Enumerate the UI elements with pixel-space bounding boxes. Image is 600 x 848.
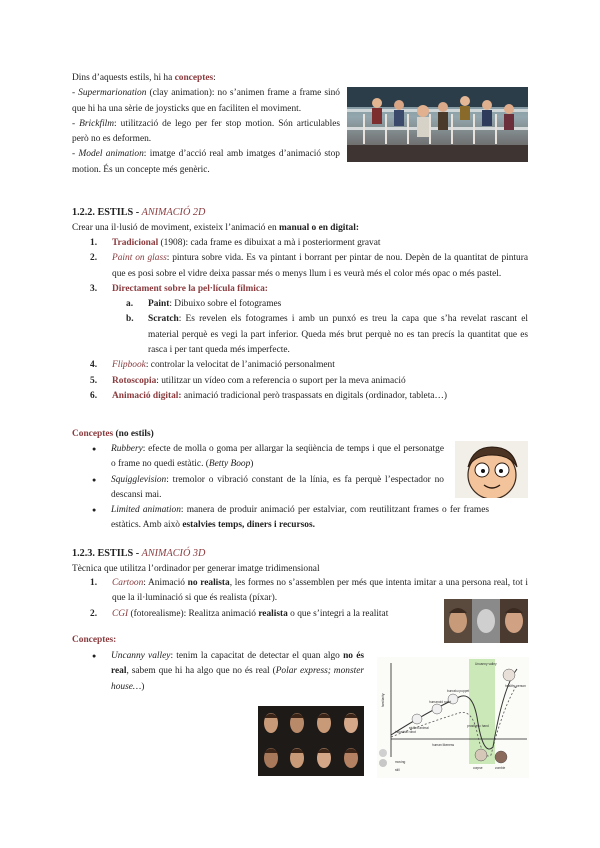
list-item: ● Limited animation: manera de produir animació per estalviar, com reutilitzant frames o fer frames estàtics. Amb això estalvies temps, diners i recursos. [91, 503, 489, 534]
list-item: 6. Animació digital: animació tradicional però traspassats en digitals (ordinador, tableta…) [90, 390, 447, 401]
list-item: 4. Flipbook: controlar la velocitat de l’animació personalment [90, 360, 335, 371]
intro-item: - Model animation: imatge d’acció real amb imatges d’animació stop motion. És un concepte més genèric. [72, 149, 340, 175]
list-2d-styles [90, 236, 528, 404]
concepts-3d-list [91, 649, 364, 695]
cgi-heads-grid [258, 706, 364, 776]
chart-label: healthy person [505, 684, 526, 688]
supermarionation-photo [347, 87, 528, 162]
chart-label: zombie [495, 766, 506, 770]
sub-list-item: b. Scratch: Es revelen els fotogrames i amb un punxó es treu la capa que s’ha revelat rascant el material perquè es vegi la part inferior. Queda més brut perquè no es tan precís la quantitat que es rasca i per tant queda més imperfecte. [126, 314, 528, 356]
chart-label: moving [395, 760, 406, 764]
section-heading-3d: 1.2.3. ESTILS - ANIMACIÓ 3D [72, 548, 206, 559]
list-item: ● Uncanny valley: tenim la capacitat de detectar el quan algo no és real, sabem que hi ha algo que no és real (Polar express; monster house…) [91, 649, 364, 695]
chart-label: humanoid robot [429, 700, 452, 704]
concepts-2d-heading: Conceptes (no estils) [72, 429, 154, 439]
intro-item: - Supermarionation (clay animation): no s’animen frame a frame sinó que hi ha una sèrie de joysticks que en faciliten el moviment. [72, 88, 340, 114]
chart-label: bunraku puppet [447, 689, 470, 693]
chart-x-label: human likeness [432, 743, 455, 747]
chart-y-label: familiarity [381, 693, 385, 707]
list-item: ● Rubbery: efecte de molla o goma per allargar la seqüència de temps i que el personatge o frame no quedi estàtic. (Betty Boop) [91, 442, 444, 473]
chart-label: Uncanny valley [475, 662, 497, 666]
chart-label: industrial robot [395, 730, 416, 734]
list-item: 3. Directament sobre la pel·lícula fílmica: a. Paint: Dibuixo sobre el fotogrames b. Scratch: Es revelen els fotogrames i amb un punxó es treu la capa que s’ha revelat rascant el material perquè es vegi la part inferior. Queda més brut perquè no es tan precís la quantitat que es rasca i per tant queda més imperfecte. [90, 282, 528, 358]
intro-item: - Brickfilm: utilització de lego per fer stop motion. Són articulables però no es deformen. [72, 118, 341, 145]
intro-line: Dins d’aquests estils, hi ha conceptes: [72, 73, 216, 83]
squigglevision-character [455, 441, 528, 498]
chart-label: still [395, 768, 400, 772]
section-2d-lead: Crear una il·lusió de moviment, existeix l’animació en manual o en digital: [72, 223, 359, 233]
list-item: 2. CGI (fotorealisme): Realitza animació realista o que s’integri a la realitat [90, 608, 389, 619]
chart-label: corpse [473, 766, 483, 770]
sub-list-item: a. Paint: Dibuixo sobre el fotogrames [126, 299, 282, 310]
chart-label: stuffed animal [409, 726, 429, 730]
list-item: ● Squigglevision: tremolor o vibració constant de la línia, es fa perquè l’espectador no descansi mai. [91, 473, 444, 504]
concepts-3d-heading: Conceptes: [72, 635, 117, 645]
list-item: 5. Rotoscopia: utilitzar un vídeo com a referencia o suport per la meva animació [90, 375, 406, 386]
concepts-2d-list [91, 442, 444, 503]
uncanny-valley-diagram [377, 657, 529, 778]
list-item: 2. Paint on glass: pintura sobre vida. Es va pintant i borrant per pintar de nou. Depèn de la quantitat de pintura que es posi sobre el vidre deixa passar més o menys llum i es veurà més el color més opac o més pastel. [90, 253, 528, 279]
list-item: 1. Tradicional (1908): cada frame es dibuixat a mà i posteriorment gravat [90, 238, 381, 248]
cgi-faces-image [444, 599, 528, 643]
concepts-2d-list-cont [91, 503, 489, 534]
section-heading-2d: 1.2.2. ESTILS - ANIMACIÓ 2D [72, 207, 206, 218]
chart-label: prosthetic hand [467, 724, 489, 728]
section-3d-lead: Tècnica que utilitza l’ordinador per generar imatge tridimensional [72, 564, 320, 574]
list-item: 1. Cartoon: Animació no realista, les formes no s’assemblen per més que intenta imitar a una persona real, tot i que la il·luminació si que és realista (píxar). [90, 578, 528, 604]
intro-block [72, 71, 340, 178]
